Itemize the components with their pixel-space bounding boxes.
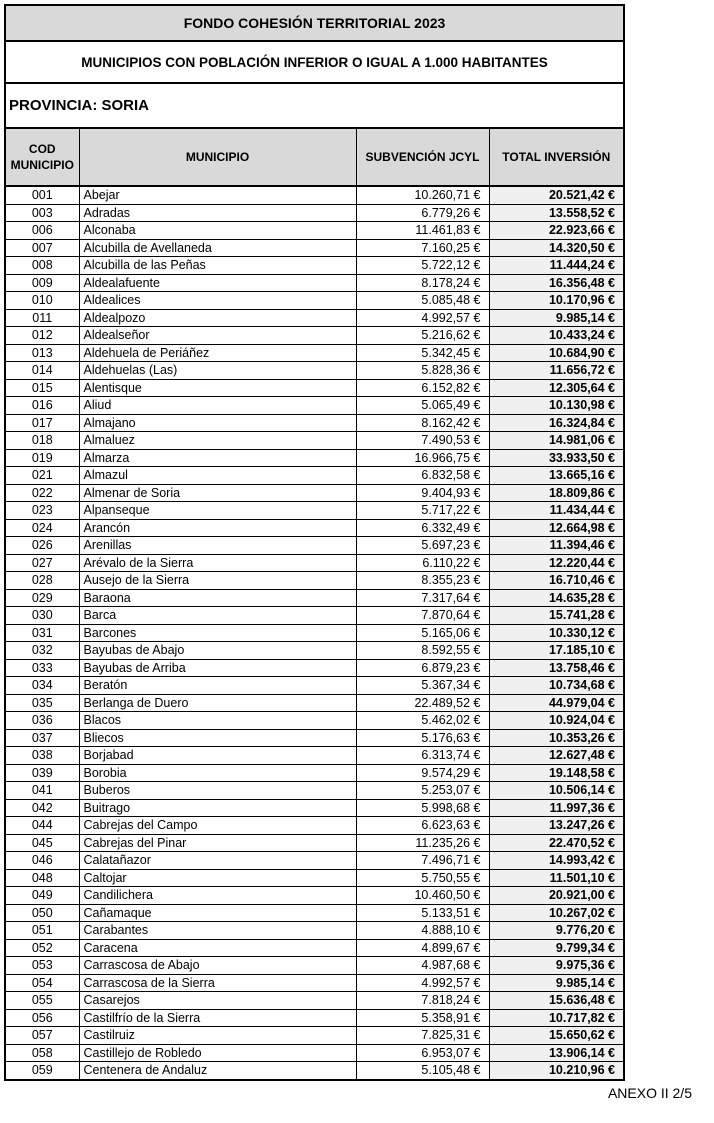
total-inversion-cell: 11.656,72 € xyxy=(489,362,624,380)
cod-municipio-cell: 036 xyxy=(5,712,79,730)
municipio-cell: Alconaba xyxy=(79,222,356,240)
table-row xyxy=(5,869,624,887)
cod-municipio-cell: 031 xyxy=(5,624,79,642)
table-row xyxy=(5,222,624,240)
subvencion-cell: 4.899,67 € xyxy=(356,939,489,957)
cod-municipio-cell: 058 xyxy=(5,1044,79,1062)
municipio-cell: Aliud xyxy=(79,397,356,415)
subvencion-cell: 8.162,42 € xyxy=(356,414,489,432)
municipio-cell: Adradas xyxy=(79,204,356,222)
municipio-cell: Alpanseque xyxy=(79,502,356,520)
municipio-cell: Aldehuela de Periáñez xyxy=(79,344,356,362)
municipio-cell: Casarejos xyxy=(79,992,356,1010)
total-inversion-cell: 10.130,98 € xyxy=(489,397,624,415)
table-row xyxy=(5,782,624,800)
table-row xyxy=(5,974,624,992)
municipio-cell: Carrascosa de la Sierra xyxy=(79,974,356,992)
cod-municipio-cell: 042 xyxy=(5,799,79,817)
total-inversion-cell: 15.636,48 € xyxy=(489,992,624,1010)
municipio-cell: Buitrago xyxy=(79,799,356,817)
cod-municipio-cell: 056 xyxy=(5,1009,79,1027)
municipio-cell: Arévalo de la Sierra xyxy=(79,554,356,572)
table-row xyxy=(5,957,624,975)
subvencion-cell: 6.832,58 € xyxy=(356,467,489,485)
total-inversion-cell: 20.921,00 € xyxy=(489,887,624,905)
subvencion-cell: 6.623,63 € xyxy=(356,817,489,835)
table-row xyxy=(5,239,624,257)
subvencion-cell: 8.592,55 € xyxy=(356,642,489,660)
subvencion-cell: 7.317,64 € xyxy=(356,589,489,607)
document-subtitle: MUNICIPIOS CON POBLACIÓN INFERIOR O IGUAL A 1.000 HABITANTES xyxy=(5,41,624,83)
cod-municipio-cell: 012 xyxy=(5,327,79,345)
subvencion-cell: 5.828,36 € xyxy=(356,362,489,380)
cod-municipio-cell: 045 xyxy=(5,834,79,852)
table-row xyxy=(5,904,624,922)
cod-municipio-cell: 003 xyxy=(5,204,79,222)
table-row xyxy=(5,817,624,835)
total-inversion-cell: 33.933,50 € xyxy=(489,449,624,467)
table-row xyxy=(5,992,624,1010)
table-row xyxy=(5,834,624,852)
total-inversion-cell: 11.444,24 € xyxy=(489,257,624,275)
subvencion-cell: 5.342,45 € xyxy=(356,344,489,362)
cod-municipio-cell: 029 xyxy=(5,589,79,607)
total-inversion-cell: 10.433,24 € xyxy=(489,327,624,345)
table-row xyxy=(5,502,624,520)
total-inversion-cell: 22.923,66 € xyxy=(489,222,624,240)
total-inversion-cell: 15.650,62 € xyxy=(489,1027,624,1045)
municipio-cell: Alcubilla de Avellaneda xyxy=(79,239,356,257)
municipio-cell: Buberos xyxy=(79,782,356,800)
total-inversion-cell: 9.799,34 € xyxy=(489,939,624,957)
total-inversion-cell: 14.635,28 € xyxy=(489,589,624,607)
total-inversion-cell: 9.985,14 € xyxy=(489,309,624,327)
total-inversion-cell: 11.394,46 € xyxy=(489,537,624,555)
subvencion-cell: 5.998,68 € xyxy=(356,799,489,817)
subvencion-cell: 6.879,23 € xyxy=(356,659,489,677)
table-row xyxy=(5,344,624,362)
subvencion-cell: 4.888,10 € xyxy=(356,922,489,940)
cod-municipio-cell: 039 xyxy=(5,764,79,782)
table-row xyxy=(5,677,624,695)
subvencion-cell: 6.313,74 € xyxy=(356,747,489,765)
total-inversion-cell: 20.521,42 € xyxy=(489,186,624,204)
table-row xyxy=(5,659,624,677)
col-header-cod-municipio: COD MUNICIPIO xyxy=(5,128,79,186)
cod-municipio-cell: 055 xyxy=(5,992,79,1010)
table-row xyxy=(5,449,624,467)
table-row xyxy=(5,186,624,204)
table-row xyxy=(5,1027,624,1045)
municipio-cell: Caltojar xyxy=(79,869,356,887)
title-banner-row xyxy=(5,5,624,41)
subvencion-cell: 16.966,75 € xyxy=(356,449,489,467)
municipio-cell: Arancón xyxy=(79,519,356,537)
total-inversion-cell: 10.734,68 € xyxy=(489,677,624,695)
cod-municipio-cell: 050 xyxy=(5,904,79,922)
municipio-cell: Aldealices xyxy=(79,292,356,310)
cod-municipio-cell: 046 xyxy=(5,852,79,870)
table-row xyxy=(5,537,624,555)
subvencion-cell: 5.165,06 € xyxy=(356,624,489,642)
table-row xyxy=(5,309,624,327)
subvencion-cell: 5.717,22 € xyxy=(356,502,489,520)
municipio-cell: Candilichera xyxy=(79,887,356,905)
subvencion-cell: 7.818,24 € xyxy=(356,992,489,1010)
total-inversion-cell: 14.981,06 € xyxy=(489,432,624,450)
cod-municipio-cell: 001 xyxy=(5,186,79,204)
municipio-cell: Almaluez xyxy=(79,432,356,450)
table-row xyxy=(5,204,624,222)
cod-municipio-cell: 048 xyxy=(5,869,79,887)
subvencion-cell: 5.085,48 € xyxy=(356,292,489,310)
subvencion-cell: 7.825,31 € xyxy=(356,1027,489,1045)
cod-municipio-cell: 059 xyxy=(5,1062,79,1080)
col-header-total-inversion: TOTAL INVERSIÓN xyxy=(489,128,624,186)
cod-municipio-cell: 052 xyxy=(5,939,79,957)
total-inversion-cell: 11.501,10 € xyxy=(489,869,624,887)
total-inversion-cell: 14.993,42 € xyxy=(489,852,624,870)
total-inversion-cell: 12.305,64 € xyxy=(489,379,624,397)
table-row xyxy=(5,292,624,310)
subvencion-cell: 4.992,57 € xyxy=(356,974,489,992)
cod-municipio-cell: 016 xyxy=(5,397,79,415)
subvencion-cell: 5.216,62 € xyxy=(356,327,489,345)
subvencion-cell: 6.779,26 € xyxy=(356,204,489,222)
municipio-cell: Barca xyxy=(79,607,356,625)
municipio-cell: Caracena xyxy=(79,939,356,957)
municipio-cell: Carrascosa de Abajo xyxy=(79,957,356,975)
table-row xyxy=(5,379,624,397)
table-row xyxy=(5,257,624,275)
cod-municipio-cell: 013 xyxy=(5,344,79,362)
subvencion-cell: 5.750,55 € xyxy=(356,869,489,887)
municipio-cell: Alcubilla de las Peñas xyxy=(79,257,356,275)
subvencion-cell: 4.992,57 € xyxy=(356,309,489,327)
municipio-cell: Barcones xyxy=(79,624,356,642)
municipio-cell: Castillejo de Robledo xyxy=(79,1044,356,1062)
subvencion-cell: 4.987,68 € xyxy=(356,957,489,975)
municipio-cell: Castilfrío de la Sierra xyxy=(79,1009,356,1027)
cod-municipio-cell: 034 xyxy=(5,677,79,695)
total-inversion-cell: 10.267,02 € xyxy=(489,904,624,922)
subvencion-cell: 5.367,34 € xyxy=(356,677,489,695)
municipio-cell: Carabantes xyxy=(79,922,356,940)
municipio-cell: Borjabad xyxy=(79,747,356,765)
cod-municipio-cell: 032 xyxy=(5,642,79,660)
municipio-cell: Bayubas de Abajo xyxy=(79,642,356,660)
municipio-cell: Arenillas xyxy=(79,537,356,555)
total-inversion-cell: 11.434,44 € xyxy=(489,502,624,520)
cod-municipio-cell: 035 xyxy=(5,694,79,712)
cod-municipio-cell: 009 xyxy=(5,274,79,292)
table-row xyxy=(5,729,624,747)
cod-municipio-cell: 023 xyxy=(5,502,79,520)
cod-municipio-cell: 057 xyxy=(5,1027,79,1045)
total-inversion-cell: 14.320,50 € xyxy=(489,239,624,257)
table-row xyxy=(5,589,624,607)
municipio-cell: Bliecos xyxy=(79,729,356,747)
subvencion-cell: 5.722,12 € xyxy=(356,257,489,275)
cod-municipio-cell: 038 xyxy=(5,747,79,765)
subvencion-cell: 7.490,53 € xyxy=(356,432,489,450)
total-inversion-cell: 10.924,04 € xyxy=(489,712,624,730)
total-inversion-cell: 44.979,04 € xyxy=(489,694,624,712)
table-row xyxy=(5,887,624,905)
table-row xyxy=(5,274,624,292)
municipio-cell: Borobia xyxy=(79,764,356,782)
table-row xyxy=(5,1062,624,1080)
total-inversion-cell: 17.185,10 € xyxy=(489,642,624,660)
subvencion-cell: 10.260,71 € xyxy=(356,186,489,204)
table-row xyxy=(5,712,624,730)
cod-municipio-cell: 017 xyxy=(5,414,79,432)
table-row xyxy=(5,799,624,817)
document-title: FONDO COHESIÓN TERRITORIAL 2023 xyxy=(5,5,624,41)
page-footer-annex-label: ANEXO II 2/5 xyxy=(607,1085,692,1101)
subvencion-cell: 9.404,93 € xyxy=(356,484,489,502)
municipio-cell: Castilruiz xyxy=(79,1027,356,1045)
total-inversion-cell: 16.356,48 € xyxy=(489,274,624,292)
total-inversion-cell: 13.558,52 € xyxy=(489,204,624,222)
municipio-cell: Berlanga de Duero xyxy=(79,694,356,712)
subvencion-cell: 5.462,02 € xyxy=(356,712,489,730)
subvencion-cell: 8.178,24 € xyxy=(356,274,489,292)
table-row xyxy=(5,519,624,537)
municipio-cell: Baraona xyxy=(79,589,356,607)
table-row xyxy=(5,1009,624,1027)
table-row xyxy=(5,747,624,765)
subvencion-cell: 6.332,49 € xyxy=(356,519,489,537)
cod-municipio-cell: 051 xyxy=(5,922,79,940)
table-row xyxy=(5,572,624,590)
total-inversion-cell: 15.741,28 € xyxy=(489,607,624,625)
municipio-cell: Centenera de Andaluz xyxy=(79,1062,356,1080)
subvencion-cell: 8.355,23 € xyxy=(356,572,489,590)
table-row xyxy=(5,397,624,415)
cod-municipio-cell: 030 xyxy=(5,607,79,625)
cod-municipio-cell: 028 xyxy=(5,572,79,590)
cod-municipio-cell: 006 xyxy=(5,222,79,240)
cod-municipio-cell: 014 xyxy=(5,362,79,380)
cod-municipio-cell: 018 xyxy=(5,432,79,450)
total-inversion-cell: 9.776,20 € xyxy=(489,922,624,940)
municipio-cell: Cabrejas del Pinar xyxy=(79,834,356,852)
table-row xyxy=(5,624,624,642)
subvencion-cell: 7.160,25 € xyxy=(356,239,489,257)
col-header-subvencion-jcyl: SUBVENCIÓN JCYL xyxy=(356,128,489,186)
municipio-cell: Aldehuelas (Las) xyxy=(79,362,356,380)
total-inversion-cell: 9.985,14 € xyxy=(489,974,624,992)
subvencion-cell: 6.152,82 € xyxy=(356,379,489,397)
total-inversion-cell: 22.470,52 € xyxy=(489,834,624,852)
subvencion-cell: 9.574,29 € xyxy=(356,764,489,782)
total-inversion-cell: 10.170,96 € xyxy=(489,292,624,310)
table-header-row xyxy=(5,128,624,186)
total-inversion-cell: 19.148,58 € xyxy=(489,764,624,782)
total-inversion-cell: 16.710,46 € xyxy=(489,572,624,590)
municipio-cell: Almajano xyxy=(79,414,356,432)
municipio-cell: Aldealseñor xyxy=(79,327,356,345)
total-inversion-cell: 9.975,36 € xyxy=(489,957,624,975)
province-label: PROVINCIA: SORIA xyxy=(5,83,624,128)
total-inversion-cell: 10.717,82 € xyxy=(489,1009,624,1027)
subvencion-cell: 5.065,49 € xyxy=(356,397,489,415)
municipio-cell: Ausejo de la Sierra xyxy=(79,572,356,590)
total-inversion-cell: 12.627,48 € xyxy=(489,747,624,765)
col-header-municipio: MUNICIPIO xyxy=(79,128,356,186)
municipio-cell: Cabrejas del Campo xyxy=(79,817,356,835)
cod-municipio-cell: 033 xyxy=(5,659,79,677)
subvencion-cell: 6.953,07 € xyxy=(356,1044,489,1062)
table-row xyxy=(5,694,624,712)
table-row xyxy=(5,414,624,432)
subvencion-cell: 11.461,83 € xyxy=(356,222,489,240)
cod-municipio-cell: 008 xyxy=(5,257,79,275)
cod-municipio-cell: 054 xyxy=(5,974,79,992)
table-row xyxy=(5,764,624,782)
cod-municipio-cell: 044 xyxy=(5,817,79,835)
cod-municipio-cell: 021 xyxy=(5,467,79,485)
municipio-cell: Bayubas de Arriba xyxy=(79,659,356,677)
table-row xyxy=(5,327,624,345)
province-row xyxy=(5,83,624,128)
table-row xyxy=(5,554,624,572)
cod-municipio-cell: 024 xyxy=(5,519,79,537)
subvencion-cell: 6.110,22 € xyxy=(356,554,489,572)
cod-municipio-cell: 015 xyxy=(5,379,79,397)
municipio-cell: Aldealpozo xyxy=(79,309,356,327)
municipio-cell: Cañamaque xyxy=(79,904,356,922)
total-inversion-cell: 10.684,90 € xyxy=(489,344,624,362)
table-row xyxy=(5,852,624,870)
cod-municipio-cell: 010 xyxy=(5,292,79,310)
municipio-cell: Almenar de Soria xyxy=(79,484,356,502)
municipio-cell: Calatañazor xyxy=(79,852,356,870)
total-inversion-cell: 13.758,46 € xyxy=(489,659,624,677)
municipio-cell: Blacos xyxy=(79,712,356,730)
total-inversion-cell: 11.997,36 € xyxy=(489,799,624,817)
total-inversion-cell: 13.906,14 € xyxy=(489,1044,624,1062)
total-inversion-cell: 10.353,26 € xyxy=(489,729,624,747)
subvencion-cell: 11.235,26 € xyxy=(356,834,489,852)
total-inversion-cell: 13.247,26 € xyxy=(489,817,624,835)
table-row xyxy=(5,432,624,450)
subvencion-cell: 10.460,50 € xyxy=(356,887,489,905)
total-inversion-cell: 18.809,86 € xyxy=(489,484,624,502)
cod-municipio-cell: 041 xyxy=(5,782,79,800)
subtitle-banner-row xyxy=(5,41,624,83)
subvencion-cell: 7.870,64 € xyxy=(356,607,489,625)
total-inversion-cell: 12.664,98 € xyxy=(489,519,624,537)
total-inversion-cell: 10.330,12 € xyxy=(489,624,624,642)
table-row xyxy=(5,939,624,957)
subvencion-cell: 5.105,48 € xyxy=(356,1062,489,1080)
cod-municipio-cell: 027 xyxy=(5,554,79,572)
subvencion-cell: 22.489,52 € xyxy=(356,694,489,712)
table-row xyxy=(5,642,624,660)
table-row xyxy=(5,922,624,940)
municipio-cell: Beratón xyxy=(79,677,356,695)
table-row xyxy=(5,467,624,485)
subvencion-cell: 5.697,23 € xyxy=(356,537,489,555)
total-inversion-cell: 12.220,44 € xyxy=(489,554,624,572)
subvencion-cell: 7.496,71 € xyxy=(356,852,489,870)
table-row xyxy=(5,484,624,502)
total-inversion-cell: 16.324,84 € xyxy=(489,414,624,432)
subvencion-cell: 5.358,91 € xyxy=(356,1009,489,1027)
municipio-cell: Aldealafuente xyxy=(79,274,356,292)
cod-municipio-cell: 026 xyxy=(5,537,79,555)
cod-municipio-cell: 011 xyxy=(5,309,79,327)
cod-municipio-cell: 007 xyxy=(5,239,79,257)
cod-municipio-cell: 022 xyxy=(5,484,79,502)
table-row xyxy=(5,362,624,380)
subvencion-cell: 5.133,51 € xyxy=(356,904,489,922)
municipio-cell: Alentisque xyxy=(79,379,356,397)
table-row xyxy=(5,1044,624,1062)
cod-municipio-cell: 019 xyxy=(5,449,79,467)
municipio-cell: Almazul xyxy=(79,467,356,485)
cod-municipio-cell: 049 xyxy=(5,887,79,905)
table-body xyxy=(5,186,624,1080)
subvencion-cell: 5.176,63 € xyxy=(356,729,489,747)
total-inversion-cell: 10.210,96 € xyxy=(489,1062,624,1080)
subvention-table xyxy=(4,4,625,1081)
municipio-cell: Almarza xyxy=(79,449,356,467)
municipio-cell: Abejar xyxy=(79,186,356,204)
cod-municipio-cell: 037 xyxy=(5,729,79,747)
total-inversion-cell: 10.506,14 € xyxy=(489,782,624,800)
cod-municipio-cell: 053 xyxy=(5,957,79,975)
table-row xyxy=(5,607,624,625)
subvencion-cell: 5.253,07 € xyxy=(356,782,489,800)
total-inversion-cell: 13.665,16 € xyxy=(489,467,624,485)
